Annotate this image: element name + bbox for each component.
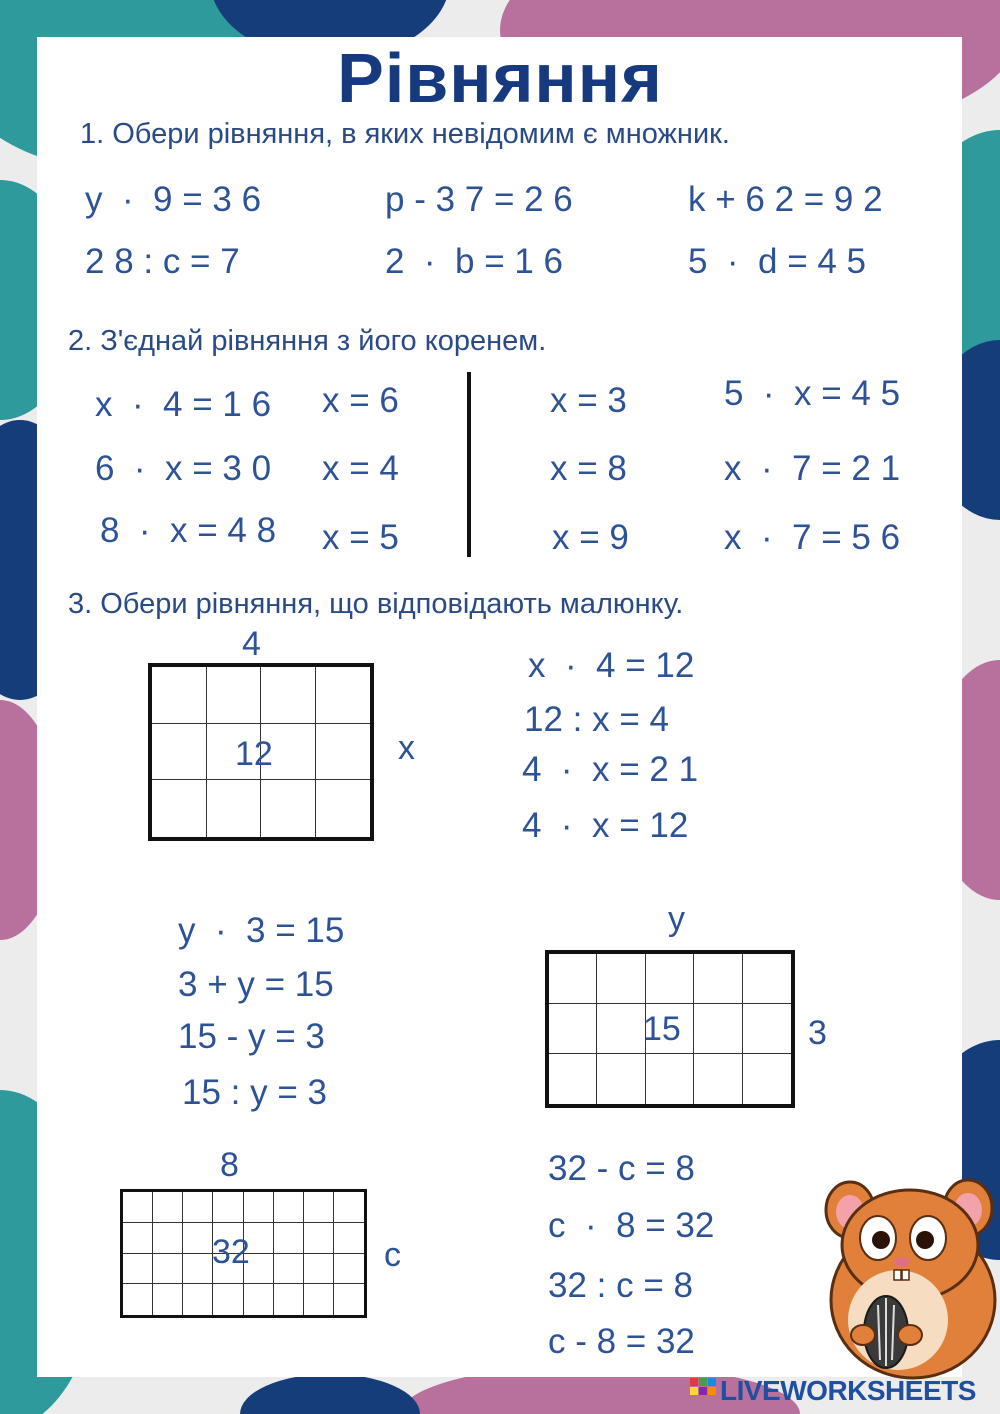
fig1-area-value: 12 [235, 735, 273, 773]
fig2-area-value: 15 [643, 1010, 681, 1048]
footer-brand[interactable]: LIVEWORKSHEETS [720, 1375, 976, 1406]
task2-left-root[interactable]: х = 6 [322, 381, 399, 420]
task1-equation[interactable]: 2 · b = 1 6 [385, 242, 564, 281]
task2-right-equation[interactable]: 5 · х = 4 5 [724, 374, 901, 413]
hamster-illustration [818, 1170, 998, 1380]
fig1-side-label: х [398, 729, 415, 767]
fig2-equation[interactable]: 15 : у = 3 [182, 1073, 327, 1112]
task1-equation[interactable]: k + 6 2 = 9 2 [688, 180, 883, 219]
task1-equation[interactable]: 2 8 : с = 7 [85, 242, 240, 281]
task2-left-root[interactable]: х = 5 [322, 518, 399, 557]
fig3-top-label: 8 [220, 1146, 239, 1184]
fig1-equation[interactable]: 4 · х = 2 1 [522, 750, 699, 789]
fig3-side-label: с [384, 1236, 401, 1274]
task2-right-root[interactable]: х = 8 [550, 449, 627, 488]
page-title: Рівняння [337, 39, 663, 117]
fig1-equation[interactable]: 4 · х = 12 [522, 806, 689, 845]
task2-heading: 2. З'єднай рівняння з його коренем. [68, 325, 547, 357]
task2-right-root[interactable]: х = 3 [550, 381, 627, 420]
fig2-side-label: 3 [808, 1014, 827, 1052]
column-divider [467, 372, 471, 557]
fig2-equation[interactable]: 15 - у = 3 [178, 1017, 325, 1056]
task2-left-equation[interactable]: х · 4 = 1 6 [95, 385, 272, 424]
task2-right-equation[interactable]: х · 7 = 5 6 [724, 518, 901, 557]
fig1-equation[interactable]: 12 : х = 4 [524, 700, 669, 739]
fig3-area-value: 32 [212, 1233, 250, 1271]
task1-equation[interactable]: 5 · d = 4 5 [688, 242, 867, 281]
task3-heading: 3. Обери рівняння, що відповідають малюнку. [68, 588, 684, 620]
task2-left-equation[interactable]: 8 · х = 4 8 [100, 511, 277, 550]
fig3-equation[interactable]: с · 8 = 32 [548, 1206, 715, 1245]
fig3-equation[interactable]: 32 : с = 8 [548, 1266, 693, 1305]
task2-left-equation[interactable]: 6 · х = 3 0 [95, 449, 272, 488]
fig1-equation[interactable]: х · 4 = 12 [528, 646, 695, 685]
fig2-equation[interactable]: 3 + у = 15 [178, 965, 334, 1004]
fig3-equation[interactable]: 32 - с = 8 [548, 1149, 695, 1188]
fig3-equation[interactable]: с - 8 = 32 [548, 1322, 695, 1361]
task2-right-equation[interactable]: х · 7 = 2 1 [724, 449, 901, 488]
task2-left-root[interactable]: х = 4 [322, 449, 399, 488]
task1-heading: 1. Обери рівняння, в яких невідомим є множник. [80, 118, 730, 150]
fig2-equation[interactable]: у · 3 = 15 [178, 911, 345, 950]
task1-equation[interactable]: р - 3 7 = 2 6 [385, 180, 573, 219]
fig1-top-label: 4 [242, 625, 261, 663]
task1-equation[interactable]: у · 9 = 3 6 [85, 180, 262, 219]
task2-right-root[interactable]: х = 9 [552, 518, 629, 557]
fig2-top-label: у [668, 900, 685, 938]
